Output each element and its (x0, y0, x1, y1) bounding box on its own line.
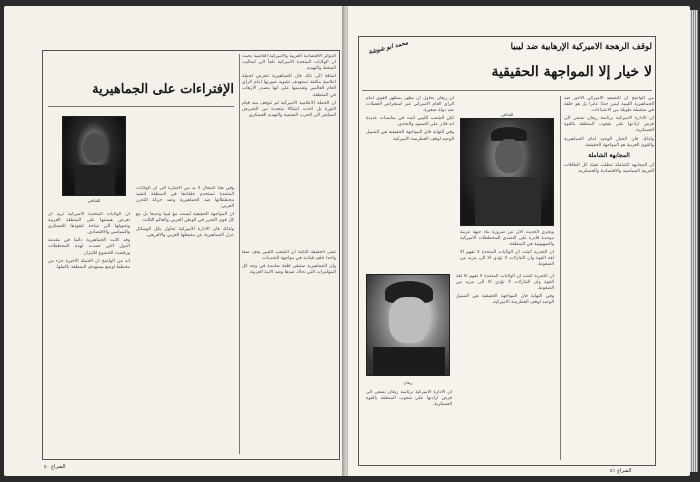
right-column-2: ويجري الحديث الآن عن ضرورة بناء جبهة عربية موحدة قادرة على التصدي للمخططات الاميركية والصهيونية في المنطقة. ان التجربة اثبتت ان الولايات المتحدة لا تفهم الا لغة القوة وان التنازلات لا تؤدي الا الى مزيد من الضغوط. (460, 230, 554, 268)
right-column-5: ان الادارة الاميركية برئاسة ريغان تسعى الى فرض ارادتها على شعوب المنطقة بالقوة العسكرية. (366, 390, 452, 408)
right-photo1-caption: القذافي (500, 112, 514, 117)
right-headline-line1: لوقف الرهجة الاميركية الإرهابية ضد ليبيا (510, 42, 652, 52)
left-headline: الإفتراءات على الجماهيرية (92, 82, 234, 97)
page-edge-stack (690, 10, 698, 472)
right-column-3: ان ريغان يحاول ان يظهر بمظهر القوي امام الرأي العام الاميركي عبر استعراض العضلات ضد دولة صغيرة. لكن الشعب الليبي اثبت في مناسبات عديدة انه قادر على الصمود والتحدي. وفي النهاية فان المواجهة الحقيقية هي السبيل الوحيد لوقف الغطرسة الاميركية. (366, 96, 454, 142)
right-page (348, 6, 690, 476)
left-column-3: ان الولايات المتحدة الاميركية تريد ان تفرض هيمنتها على المنطقة العربية وتحويلها الى ساحة لنفوذها العسكري والسياسي والاقتصادي. وقد كانت الجماهيرية دائما في مقدمة الدول التي تصدت لهذه المخططات ورفضت الخضوع للابتزاز. انه من الواضح ان الحملة الاخيرة جزء من مخطط اوسع يستهدف المنطقة باكملها. (48, 212, 130, 270)
left-column-4: تبقى الحقيقة الثابتة ان الشعب الليبي يقف صفا واحدا خلف قيادته في مواجهة التحديات. وان الجماهيرية ستبقى قلعة صامدة في وجه كل المؤامرات التي تحاك ضدها وضد الامة العربية. (242, 250, 336, 276)
left-headline-rule (48, 106, 234, 107)
right-column-rule (560, 96, 561, 460)
right-subhead: المجابهة الشاملة (588, 151, 630, 159)
byline: محمد ابو شوشة (367, 39, 409, 56)
left-column-1: الدوائر الاقتصادية العربية والاميركية العالمية بحيث ان الولايات المتحدة الاميركية تلجأ الى اساليب الضغط والتهديد. اضافة الى ذلك فان الجماهيرية تتعرض لحملة اعلامية مكثفة تستهدف تشويه صورتها امام الرأي العام العالمي وتقديمها على انها مصدر الارهاب في المنطقة. ان الحملة الاعلامية الاميركية لم تتوقف منذ قيام الثورة بل اخذت اشكالا متعددة من التحريض المباشر الى الحرب النفسية والتهديد العسكري. (242, 54, 336, 118)
left-folio: الشراع ٤٠ (44, 464, 66, 470)
left-portrait-photo (62, 116, 126, 196)
right-headline-rule (362, 90, 652, 91)
right-column-1: من الواضح ان التصعيد الاميركي الاخير ضد الجماهيرية الليبية ليس حدثا عابرا بل هو حلقة في سلسلة طويلة من الاعتداءات. ان الادارة الاميركية برئاسة ريغان تسعى الى فرض ارادتها على شعوب المنطقة بالقوة العسكرية. ولذلك فان الخيار الوحيد امام الجماهيرية والقوى العربية هو المواجهة الحقيقية. المجابهة الشاملة ان المجابهة الشاملة تتطلب تعبئة كل الطاقات العربية السياسية والاقتصادية والعسكرية. (564, 96, 654, 174)
left-page (4, 6, 344, 476)
left-photo-caption: القذافي (87, 198, 101, 203)
right-photo2-caption: ريغان (403, 380, 413, 385)
right-column-4: ان التجربة اثبتت ان الولايات المتحدة لا تفهم الا لغة القوة وان التنازلات لا تؤدي الا الى مزيد من الضغوط. وفي النهاية فان المواجهة الحقيقية هي السبيل الوحيد لوقف الغطرسة الاميركية. (456, 274, 554, 306)
right-reagan-photo (366, 274, 450, 376)
right-officer-photo (460, 118, 554, 226)
right-headline-line2: لا خيار إلا المواجهة الحقيقية (491, 64, 652, 80)
left-column-rule (239, 54, 240, 454)
right-folio: الشراع ٤١ (610, 468, 632, 474)
left-column-2: وفي هذا المجال لا بد من الاشارة الى ان الولايات المتحدة تستخدم حلفاءها في المنطقة لتنفيذ مخططاتها ضد الجماهيرية وضد حركة التحرر العربي. ان المواجهة الحقيقية ليست مع ليبيا وحدها بل مع كل قوى التحرر في الوطن العربي والعالم الثالث. ولذلك فان الادارة الاميركية تحاول بكل الوسائل عزل الجماهيرية عن محيطها العربي والافريقي. (136, 186, 234, 238)
